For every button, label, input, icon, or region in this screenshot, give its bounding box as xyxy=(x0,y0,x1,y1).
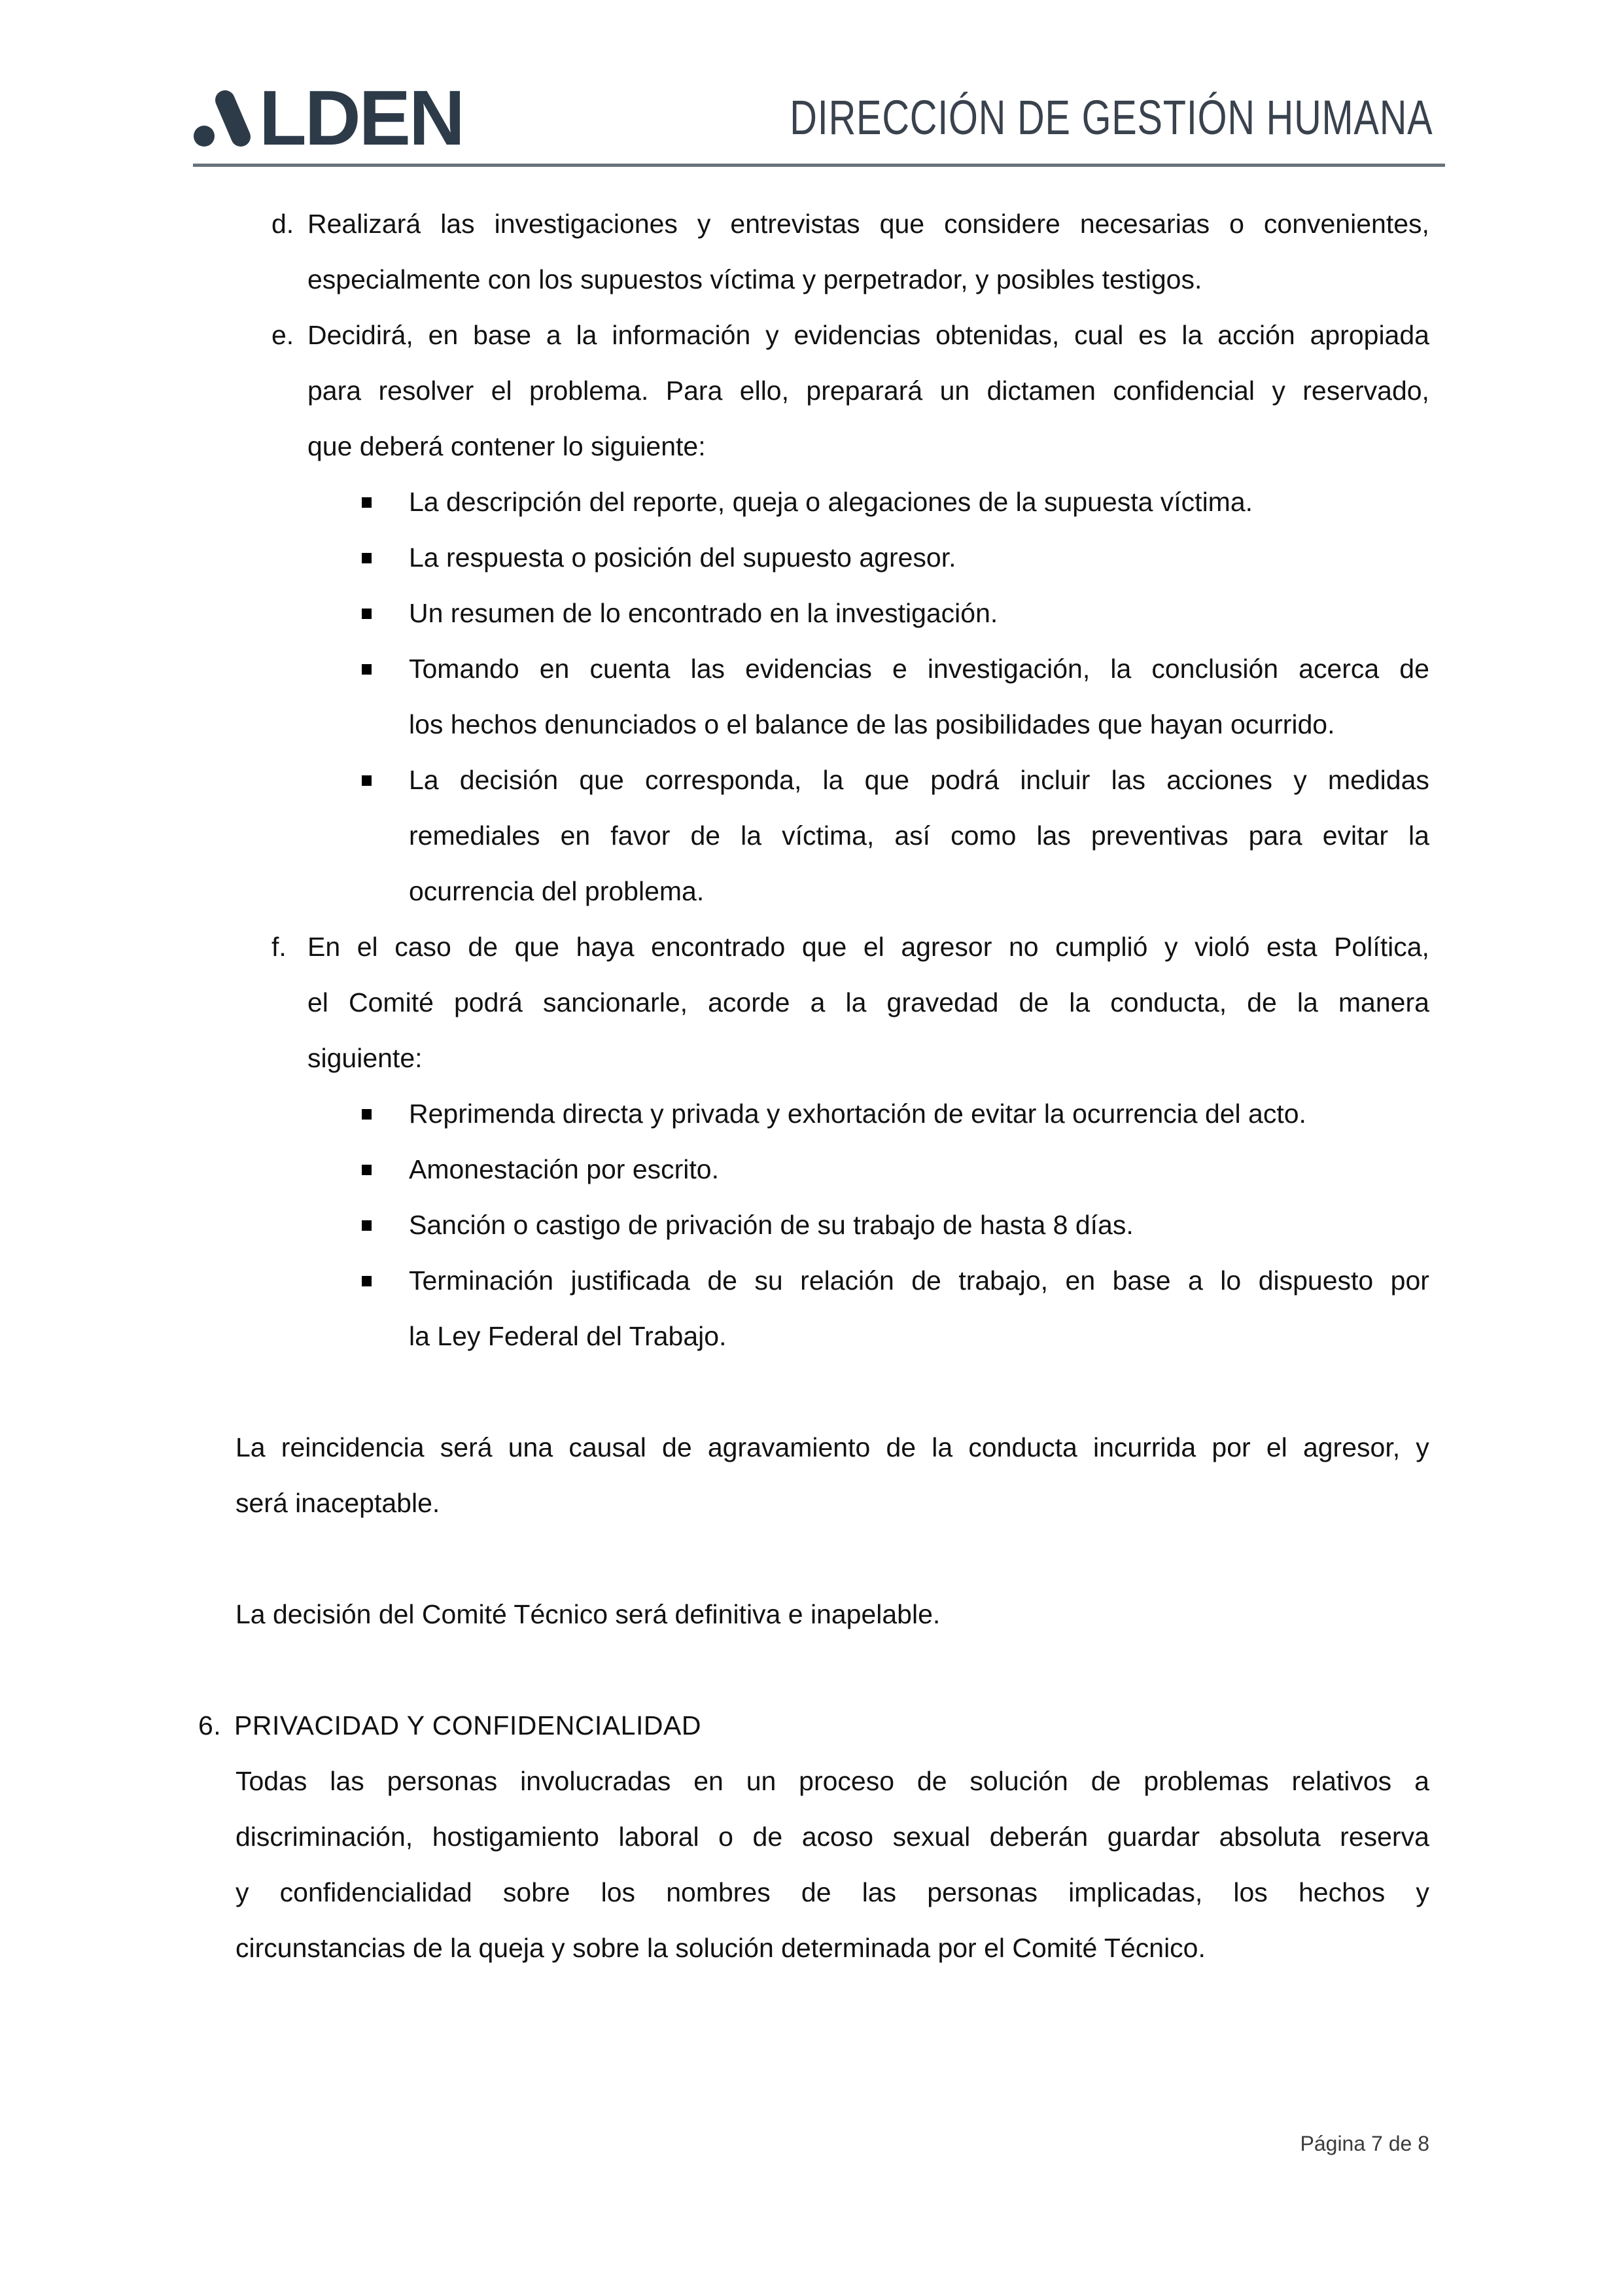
blank-line xyxy=(0,1642,1623,1698)
text-line: Sanción o castigo de privación de su trabajo de hasta 8 días. xyxy=(409,1210,1134,1240)
text-line: discriminación, hostigamiento laboral o de acoso sexual deberán guardar absoluta reserva xyxy=(236,1822,1429,1852)
lettered-line xyxy=(0,308,1623,363)
square-bullet-icon xyxy=(362,1276,372,1286)
list-item-letter: f. xyxy=(271,932,287,962)
paragraph-line xyxy=(0,1754,1623,1809)
square-bullet-icon xyxy=(362,553,372,563)
bullet-line xyxy=(0,697,1623,752)
alden-logo-letters: LDEN xyxy=(259,75,463,162)
text-line: Realizará las investigaciones y entrevistas que considere necesarias o convenientes, xyxy=(307,209,1429,239)
text-line: La reincidencia será una causal de agravamiento de la conducta incurrida por el agresor, y xyxy=(236,1432,1429,1462)
text-line: y confidencialidad sobre los nombres de las personas implicadas, los hechos y xyxy=(236,1877,1429,1907)
bullet-line xyxy=(0,752,1623,808)
square-bullet-icon xyxy=(362,664,372,675)
lettered-line xyxy=(0,919,1623,975)
text-line: remediales en favor de la víctima, así como las preventivas para evitar la xyxy=(409,821,1429,851)
text-line: circunstancias de la queja y sobre la solución determinada por el Comité Técnico. xyxy=(236,1933,1206,1963)
text-line: que deberá contener lo siguiente: xyxy=(307,431,706,461)
square-bullet-icon xyxy=(362,1220,372,1231)
text-line: La decisión del Comité Técnico será definitiva e inapelable. xyxy=(236,1599,941,1629)
square-bullet-icon xyxy=(362,497,372,508)
bullet-line xyxy=(0,1142,1623,1197)
bullet-line xyxy=(0,530,1623,586)
bullet-line xyxy=(0,1197,1623,1253)
text-line: La descripción del reporte, queja o alegaciones de la supuesta víctima. xyxy=(409,487,1253,517)
bullet-line xyxy=(0,1253,1623,1309)
text-line: Amonestación por escrito. xyxy=(409,1154,720,1184)
text-line: Decidirá, en base a la información y evidencias obtenidas, cual es la acción apropiada xyxy=(307,320,1429,350)
header-title: DIRECCIÓN DE GESTIÓN HUMANA xyxy=(789,90,1433,145)
document-body xyxy=(0,196,1623,1976)
heading-line xyxy=(0,1698,1623,1754)
section-heading-text: PRIVACIDAD Y CONFIDENCIALIDAD xyxy=(234,1710,701,1740)
section-number: 6. xyxy=(198,1710,222,1740)
header-divider xyxy=(193,164,1445,167)
square-bullet-icon xyxy=(362,609,372,619)
bullet-line xyxy=(0,1309,1623,1364)
lettered-line xyxy=(0,975,1623,1031)
paragraph-line xyxy=(0,1865,1623,1920)
paragraph-line xyxy=(0,1475,1623,1531)
text-line: La decisión que corresponda, la que podrá incluir las acciones y medidas xyxy=(409,765,1429,795)
paragraph-line xyxy=(0,1809,1623,1865)
lettered-line xyxy=(0,419,1623,474)
text-line: los hechos denunciados o el balance de las posibilidades que hayan ocurrido. xyxy=(409,709,1335,739)
lettered-line xyxy=(0,196,1623,252)
text-line: Terminación justificada de su relación de trabajo, en base a lo dispuesto por xyxy=(409,1265,1429,1296)
bullet-line xyxy=(0,864,1623,919)
paragraph-line xyxy=(0,1420,1623,1475)
paragraph-line xyxy=(0,1587,1623,1642)
square-bullet-icon xyxy=(362,775,372,786)
alden-logo-a-mark-icon xyxy=(194,90,254,147)
text-line: Tomando en cuenta las evidencias e investigación, la conclusión acerca de xyxy=(409,654,1429,684)
text-line: especialmente con los supuestos víctima y perpetrador, y posibles testigos. xyxy=(307,264,1202,294)
square-bullet-icon xyxy=(362,1109,372,1120)
text-line: ocurrencia del problema. xyxy=(409,876,705,906)
text-line: será inaceptable. xyxy=(236,1488,440,1518)
lettered-line xyxy=(0,363,1623,419)
text-line: En el caso de que haya encontrado que el agresor no cumplió y violó esta Política, xyxy=(307,932,1429,962)
bullet-line xyxy=(0,808,1623,864)
text-line: para resolver el problema. Para ello, preparará un dictamen confidencial y reservado, xyxy=(307,376,1429,406)
text-line: Un resumen de lo encontrado en la investigación. xyxy=(409,598,998,628)
text-line: el Comité podrá sancionarle, acorde a la gravedad de la conducta, de la manera xyxy=(307,987,1429,1017)
list-item-letter: e. xyxy=(271,320,294,350)
text-line: Todas las personas involucradas en un proceso de solución de problemas relativos a xyxy=(236,1766,1429,1796)
text-line: la Ley Federal del Trabajo. xyxy=(409,1321,727,1351)
list-item-letter: d. xyxy=(271,209,294,239)
bullet-line xyxy=(0,586,1623,641)
lettered-line xyxy=(0,252,1623,308)
text-line: siguiente: xyxy=(307,1043,423,1073)
bullet-line xyxy=(0,1086,1623,1142)
paragraph-line xyxy=(0,1920,1623,1976)
page-footer xyxy=(1300,2127,1430,2161)
page-number: Página 7 de 8 xyxy=(1300,2132,1429,2155)
bullet-line xyxy=(0,474,1623,530)
bullet-line xyxy=(0,641,1623,697)
alden-logo xyxy=(194,75,463,162)
blank-line xyxy=(0,1364,1623,1420)
text-line: La respuesta o posición del supuesto agresor. xyxy=(409,542,956,573)
square-bullet-icon xyxy=(362,1165,372,1175)
blank-line xyxy=(0,1531,1623,1587)
text-line: Reprimenda directa y privada y exhortación de evitar la ocurrencia del acto. xyxy=(409,1099,1306,1129)
lettered-line xyxy=(0,1031,1623,1086)
